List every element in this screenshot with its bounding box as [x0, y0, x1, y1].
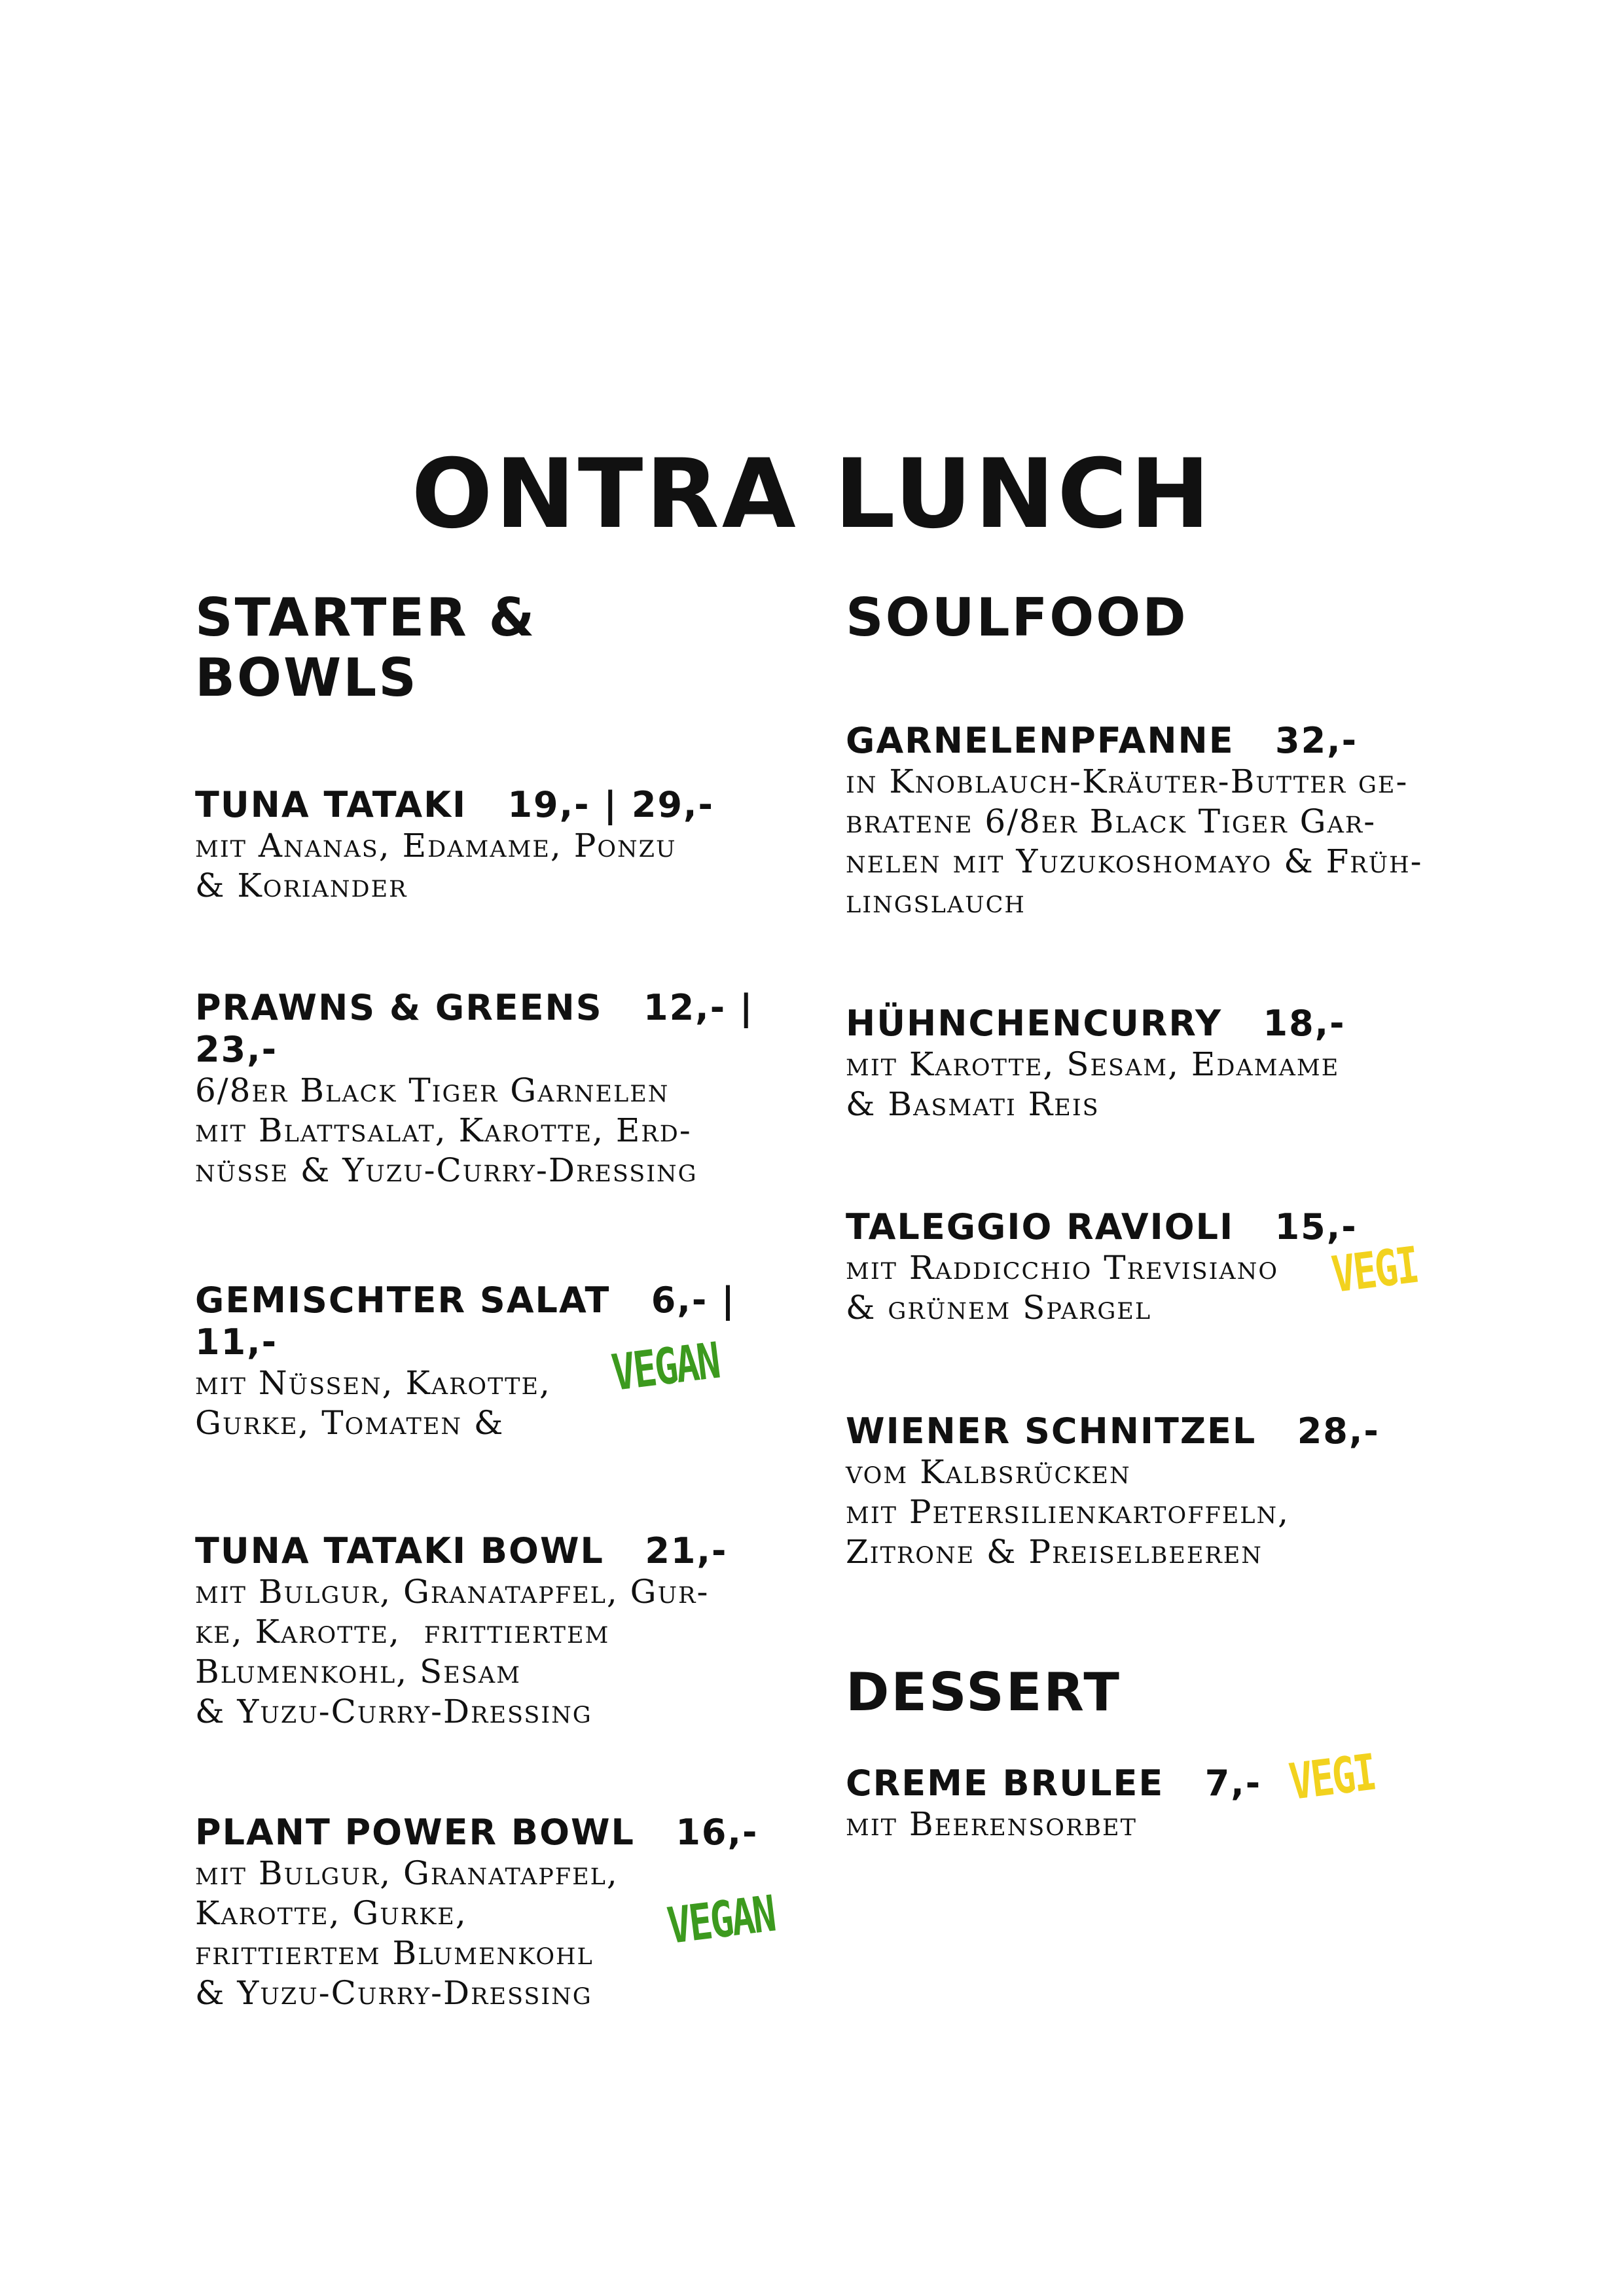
- menu-title: ONTRA LUNCH: [411, 439, 1213, 550]
- menu-item-garnelenpfanne: [846, 720, 1423, 922]
- vegi-badge: VEGI: [1328, 1235, 1421, 1304]
- item-description: in Knoblauch-Kräuter-Butter ge- bratene 6/8er Black Tiger Gar- nelen mit Yuzukoshomayo & Früh- lingslauch: [846, 762, 1423, 920]
- menu-item-taleggio-ravioli: [846, 1206, 1358, 1328]
- item-description: mit Nüssen, Karotte, Gurke, Tomaten &: [195, 1364, 551, 1442]
- item-name: TUNA TATAKI 19,- | 29,-: [195, 784, 714, 825]
- menu-item-wiener-schnitzel: [846, 1410, 1380, 1572]
- item-name: CREME BRULEE 7,-: [846, 1763, 1262, 1804]
- menu-item-creme-brulee: [846, 1763, 1261, 1844]
- item-description: mit Ananas, Edamame, Ponzu & Koriander: [195, 827, 677, 905]
- item-name: PRAWNS & GREENS 12,- | 23,-: [195, 987, 754, 1070]
- item-name: GARNELENPFANNE 32,-: [846, 720, 1358, 761]
- item-name: WIENER SCHNITZEL 28,-: [846, 1410, 1380, 1452]
- item-name: HÜHNCHENCURRY 18,-: [846, 1003, 1346, 1044]
- item-name: PLANT POWER BOWL 16,-: [195, 1812, 759, 1853]
- section-heading-dessert: DESSERT: [846, 1662, 1121, 1723]
- menu-item-prawns-greens: [195, 987, 754, 1191]
- vegi-badge: VEGI: [1286, 1742, 1379, 1811]
- item-description: vom Kalbsrücken mit Petersilienkartoffeln, Zitrone & Preiselbeeren: [846, 1453, 1290, 1571]
- item-description: mit Karotte, Sesam, Edamame & Basmati Reis: [846, 1045, 1340, 1123]
- item-name: TUNA TATAKI BOWL 21,-: [195, 1530, 728, 1571]
- item-name: TALEGGIO RAVIOLI 15,-: [846, 1206, 1358, 1247]
- section-heading-starter-bowls: STARTER & BOWLS: [195, 587, 537, 708]
- item-description: 6/8er Black Tiger Garnelen mit Blattsalat, Karotte, Erd- nüsse & Yuzu-Curry-Dressing: [195, 1071, 698, 1189]
- menu-item-tuna-tataki: [195, 784, 714, 906]
- item-description: mit Bulgur, Granatapfel, Karotte, Gurke, frittiertem Blumenkohl & Yuzu-Curry-Dressing: [195, 1854, 619, 2012]
- item-description: mit Raddicchio Trevisiano & grünem Spargel: [846, 1249, 1279, 1327]
- item-description: mit Bulgur, Granatapfel, Gur- ke, Karotte, frittiertem Blumenkohl, Sesam & Yuzu-Curry-Dressing: [195, 1573, 710, 1731]
- item-name: GEMISCHTER SALAT 6,- | 11,-: [195, 1280, 736, 1363]
- menu-item-huehnchencurry: [846, 1003, 1346, 1124]
- section-heading-soulfood: SOULFOOD: [846, 587, 1188, 648]
- vegan-badge: VEGAN: [608, 1331, 722, 1402]
- vegan-badge: VEGAN: [664, 1884, 778, 1955]
- menu-item-tuna-tataki-bowl: [195, 1530, 727, 1732]
- item-description: mit Beerensorbet: [846, 1805, 1137, 1843]
